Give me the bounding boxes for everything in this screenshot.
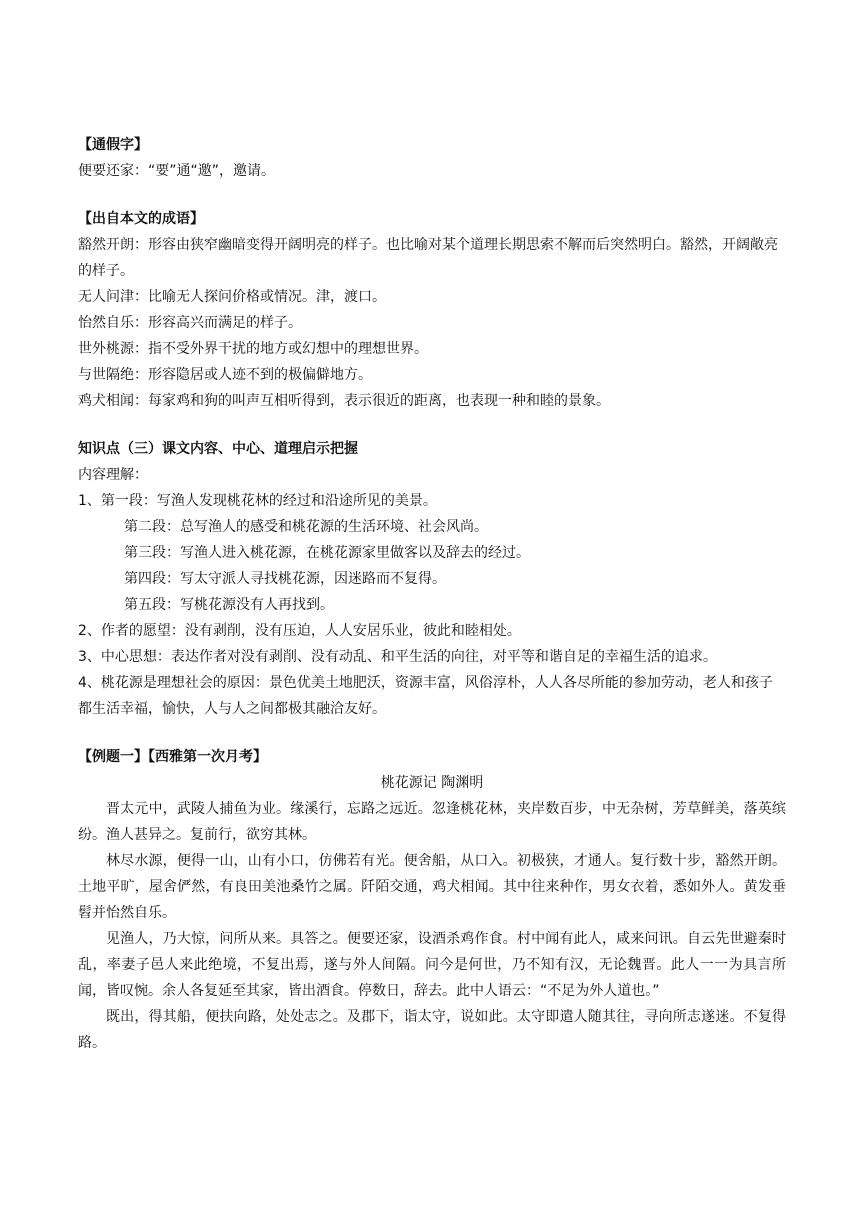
chengyu-heading: 【出自本文的成语】 <box>78 211 204 227</box>
example-heading: 【例题一】【西雅第一次月考】 <box>78 749 267 765</box>
chengyu-item: 鸡犬相闻：每家鸡和狗的叫声互相听得到，表示很近的距离，也表现一种和睦的景象。 <box>78 393 610 409</box>
passage-paragraph: 既出，得其船，便扶向路，处处志之。及郡下，诣太守，说如此。太守即遣人随其往，寻向所志遂迷。不复得路。 <box>78 1009 786 1051</box>
passage-paragraph: 晋太元中，武陵人捕鱼为业。缘溪行，忘路之远近。忽逢桃花林，夹岸数百步，中无杂树，芳草鲜美，落英缤纷。渔人甚异之。复前行，欲穷其林。 <box>78 801 786 843</box>
content-point-3: 3、中心思想：表达作者对没有剥削、没有动乱、和平生活的向往，对平等和谐自足的幸福生活的追求。 <box>78 649 717 665</box>
document-body <box>78 132 786 1056</box>
passage-paragraph: 见渔人，乃大惊，问所从来。具答之。便要还家，设酒杀鸡作食。村中闻有此人，咸来问讯。自云先世避秦时乱，率妻子邑人来此绝境，不复出焉，遂与外人间隔。问今是何世，乃不知有汉，无论魏晋。此人一一为具言所闻，皆叹惋。余人各复延至其家，皆出酒食。停数日，辞去。此中人语云：“不足为外人道也。” <box>78 931 786 999</box>
content-point-1: 1、第一段：写渔人发现桃花林的经过和沿途所见的美景。 <box>78 493 437 509</box>
tongjiazi-line: 便要还家：“要”通“邀”，邀请。 <box>78 163 276 179</box>
tongjiazi-heading: 【通假字】 <box>78 137 148 153</box>
content-subpoint: 第四段：写太守派人寻找桃花源，因迷路而不复得。 <box>124 571 446 587</box>
content-subpoint: 第二段：总写渔人的感受和桃花源的生活环境、社会风尚。 <box>124 519 488 535</box>
chengyu-item: 怡然自乐：形容高兴而满足的样子。 <box>78 315 302 331</box>
knowledge-heading: 知识点（三）课文内容、中心、道理启示把握 <box>78 441 358 457</box>
content-intro: 内容理解： <box>78 467 148 483</box>
content-subpoint: 第五段：写桃花源没有人再找到。 <box>124 597 334 613</box>
content-point-4: 4、桃花源是理想社会的原因：景色优美土地肥沃，资源丰富，风俗淳朴，人人各尽所能的参加劳动，老人和孩子都生活幸福，愉快，人与人之间都极其融洽友好。 <box>78 675 773 717</box>
chengyu-item: 世外桃源：指不受外界干扰的地方或幻想中的理想世界。 <box>78 341 428 357</box>
passage-paragraph: 林尽水源，便得一山，山有小口，仿佛若有光。便舍船，从口入。初极狭，才通人。复行数十步，豁然开朗。土地平旷，屋舍俨然，有良田美池桑竹之属。阡陌交通，鸡犬相闻。其中往来种作，男女衣着，悉如外人。黄发垂髫并怡然自乐。 <box>78 853 786 921</box>
chengyu-item: 与世隔绝：形容隐居或人迹不到的极偏僻地方。 <box>78 367 372 383</box>
chengyu-item: 豁然开朗：形容由狭窄幽暗变得开阔明亮的样子。也比喻对某个道理长期思索不解而后突然明白。豁然，开阔敞亮的样子。 <box>78 237 778 279</box>
content-subpoint: 第三段：写渔人进入桃花源，在桃花源家里做客以及辞去的经过。 <box>124 545 530 561</box>
passage-title: 桃花源记 陶渊明 <box>380 775 484 791</box>
chengyu-item: 无人问津：比喻无人探问价格或情况。津，渡口。 <box>78 289 386 305</box>
content-point-2: 2、作者的愿望：没有剥削，没有压迫，人人安居乐业，彼此和睦相处。 <box>78 623 521 639</box>
